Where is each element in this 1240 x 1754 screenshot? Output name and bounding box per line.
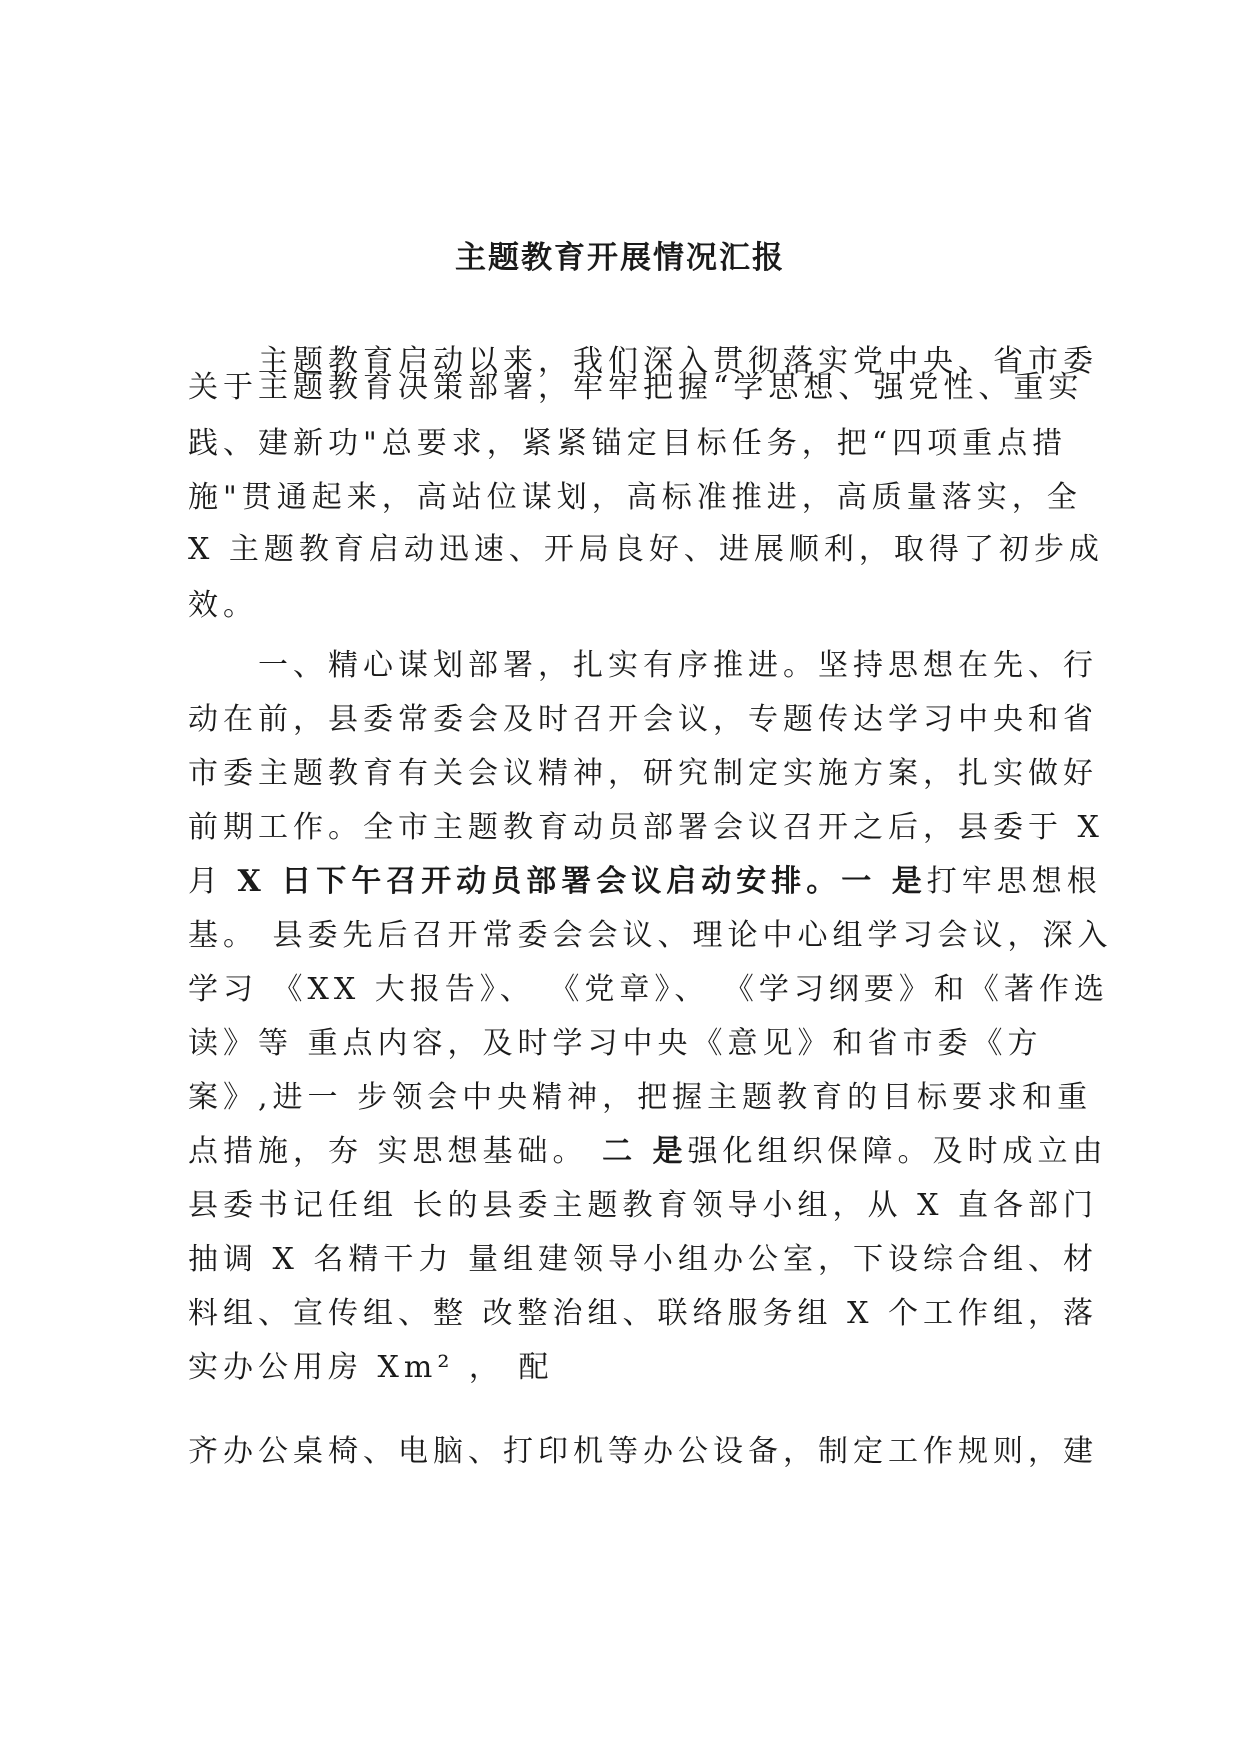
paragraph-2-line-13: 料组、宣传组、整 改整治组、联络服务组 X 个工作组，落 xyxy=(188,1296,1098,1331)
paragraph-2-line-5 xyxy=(188,862,1102,902)
paragraph-2-line-11: 县委书记任组 长的县委主题教育领导小组，从 X 直各部门 xyxy=(188,1188,1098,1223)
paragraph-1-line-5: X 主题教育启动迅速、开局良好、进展顺利，取得了初步成 xyxy=(188,532,1104,567)
paragraph-1-line-3: 践、建新功"总要求，紧紧锚定目标任务，把“四项重点措 xyxy=(188,426,1068,461)
paragraph-2-line-8: 读》等 重点内容，及时学习中央《意见》和省市委《方 xyxy=(188,1026,1043,1061)
paragraph-2-line-3: 市委主题教育有关会议精神，研究制定实施方案，扎实做好 xyxy=(188,756,1098,791)
bold-text: 二 是 xyxy=(602,1134,688,1169)
line-text: 强化组织保障。及时成立由 xyxy=(687,1134,1108,1169)
paragraph-2-line-9: 案》,进一 步领会中央精神，把握主题教育的目标要求和重 xyxy=(188,1080,1093,1115)
paragraph-1-line-4: 施"贯通起来，高站位谋划，高标准推进，高质量落实，全 xyxy=(188,480,1082,515)
paragraph-2-line-1: 一、精心谋划部署，扎实有序推进。坚持思想在先、行 xyxy=(188,648,1098,683)
paragraph-1-line-1: 主题教育启动以来，我们深入贯彻落实党中央、省市委 xyxy=(188,344,1098,379)
paragraph-2-line-10 xyxy=(188,1132,1108,1172)
paragraph-2-line-6: 基。 县委先后召开常委会会议、理论中心组学习会议，深入 xyxy=(188,918,1113,953)
bold-text: X 日下午召开动员部署会议启动安排。一 是 xyxy=(237,864,927,899)
paragraph-2-line-14: 实办公用房 Xm² ， 配 xyxy=(188,1350,554,1385)
paragraph-2-line-4: 前期工作。全市主题教育动员部署会议召开之后，县委于 X xyxy=(188,810,1104,845)
paragraph-1-line-2: 关于主题教育决策部署，牢牢把握“学思想、强党性、重实 xyxy=(188,370,1084,405)
paragraph-2-line-7: 学习 《XX 大报告》、 《党章》、 《学习纲要》和《著作选 xyxy=(188,972,1109,1007)
line-text: 月 xyxy=(188,864,238,899)
paragraph-2-line-2: 动在前，县委常委会及时召开会议，专题传达学习中央和省 xyxy=(188,702,1098,737)
paragraph-1-line-6: 效。 xyxy=(188,588,258,623)
paragraph-3-line-1: 齐办公桌椅、电脑、打印机等办公设备，制定工作规则，建 xyxy=(188,1434,1098,1469)
line-text: 打牢思想根 xyxy=(926,864,1102,899)
document-title: 主题教育开展情况汇报 xyxy=(455,240,785,276)
paragraph-2-line-12: 抽调 X 名精干力 量组建领导小组办公室，下设综合组、材 xyxy=(188,1242,1098,1277)
line-text: 点措施，夯 实思想基础。 xyxy=(188,1134,603,1169)
